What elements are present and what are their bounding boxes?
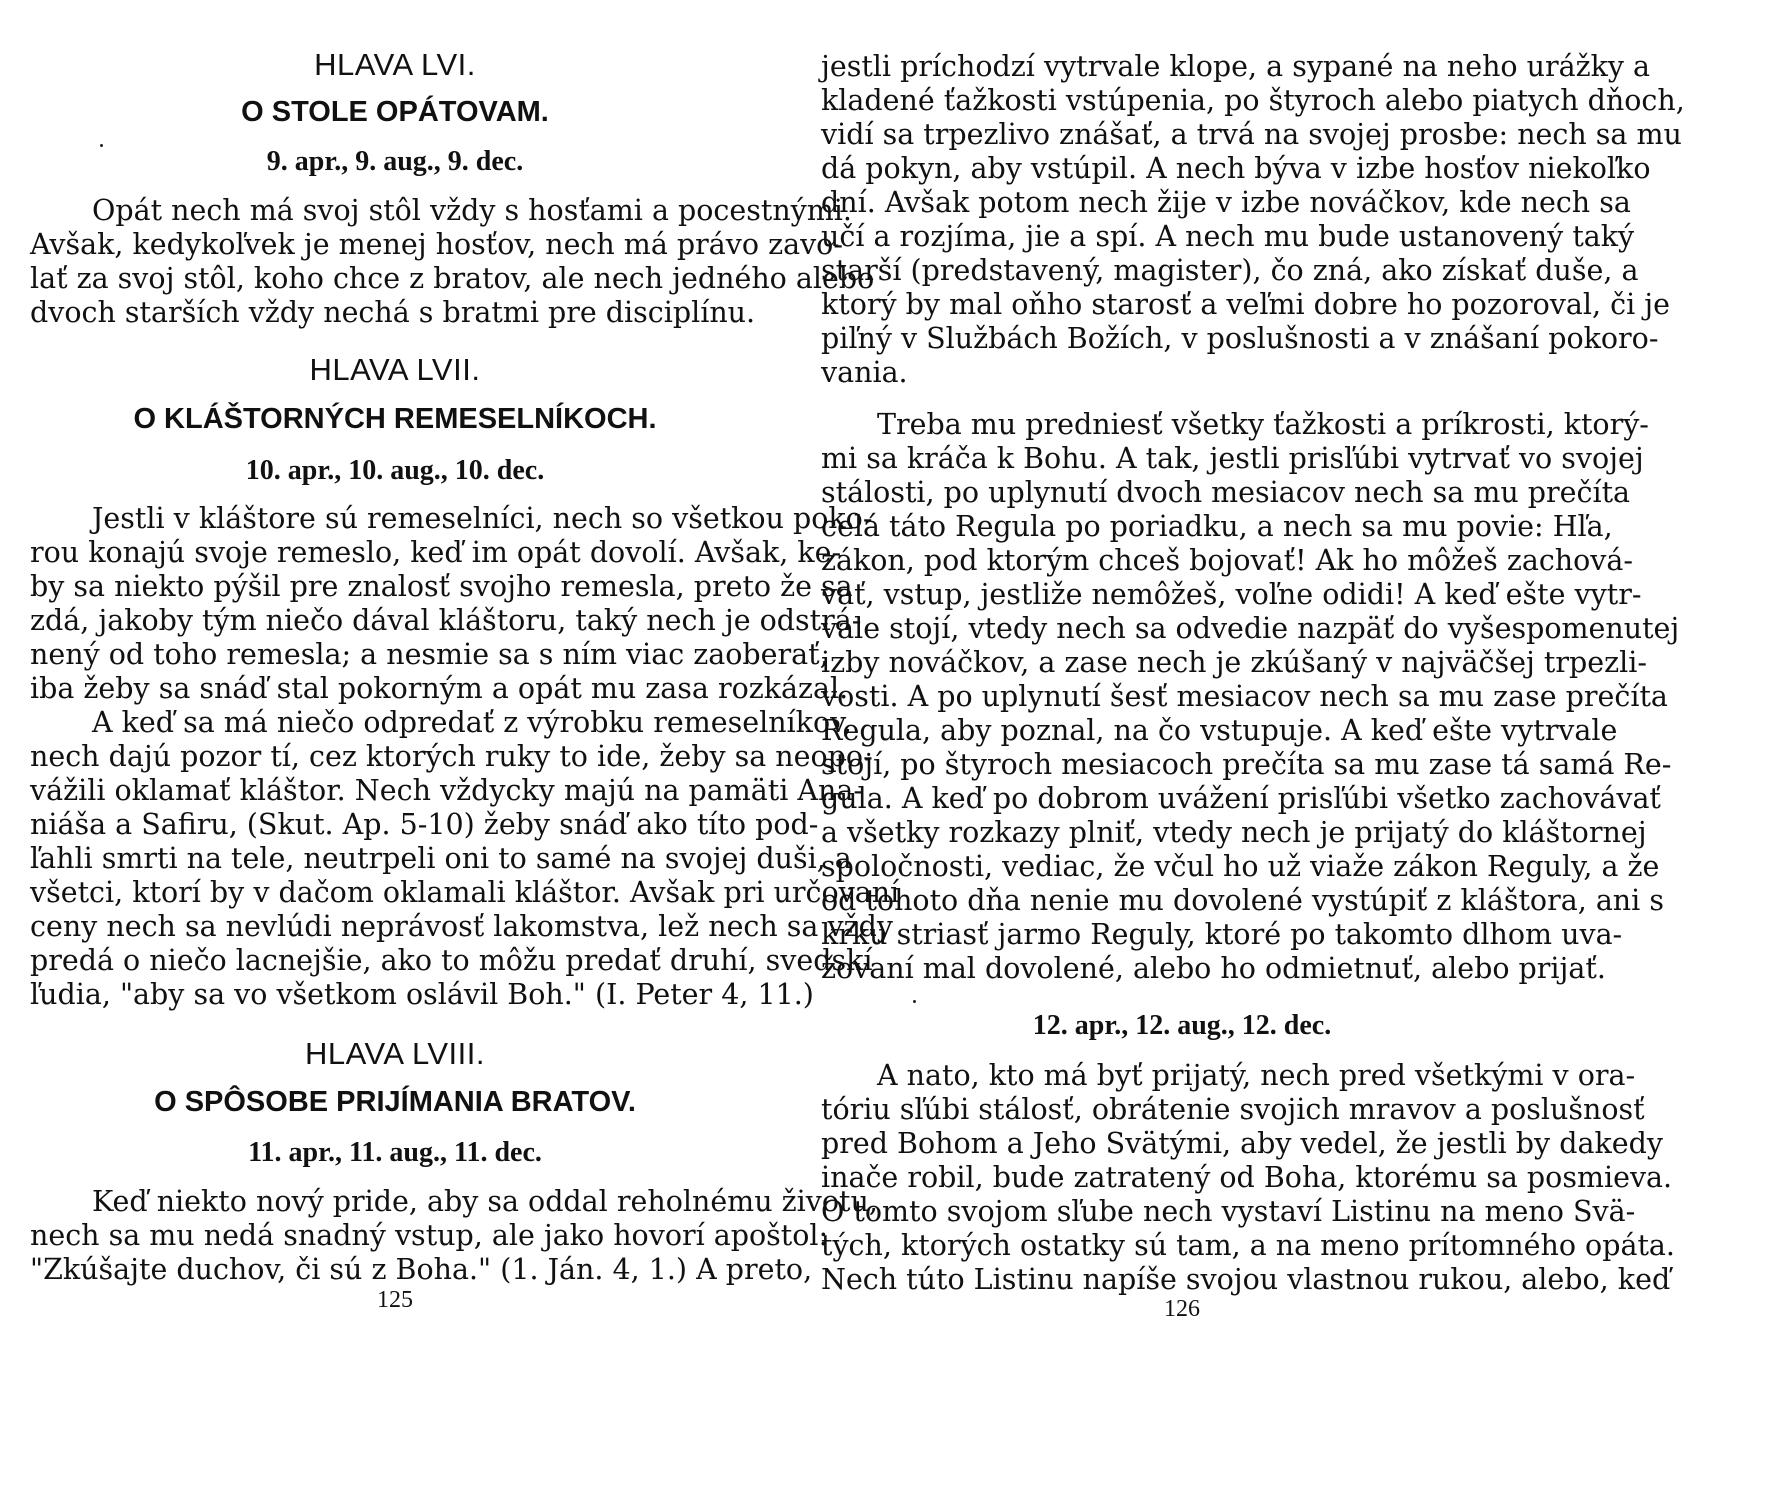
text-line: A nato, kto má byť prijatý, nech pred všetkými v ora- <box>877 1059 1636 1092</box>
text-line: stálosti, po uplynutí dvoch mesiacov nech sa mu prečíta <box>821 476 1631 509</box>
text-line: učí a rozjíma, jie a spí. A nech mu bude ustanovený taký <box>821 220 1635 253</box>
text-line: zákon, pod ktorým chceš bojovať! Ak ho môžeš zachová- <box>821 544 1634 577</box>
text-line: vania. <box>821 356 908 389</box>
text-line: dní. Avšak potom nech žije v izbe nováčkov, kde nech sa <box>821 186 1631 219</box>
text-line: pred Bohom a Jeho Svätými, aby vedel, že jestli by dakedy <box>821 1127 1663 1160</box>
text-line: predá o niečo lacnejšie, ako to môžu predať druhí, svedskí <box>30 944 873 977</box>
text-line: ľudia, "aby sa vo všetkom oslávil Boh." (I. Peter 4, 11.) <box>30 978 814 1011</box>
text-line: a všetky rozkazy plniť, vtedy nech je prijatý do kláštornej <box>821 816 1647 849</box>
ink-speck <box>913 1000 916 1003</box>
text-line: vážili oklamať kláštor. Nech vždycky majú na pamäti Ana- <box>30 774 863 807</box>
text-line: starší (predstavený, magister), čo zná, ako získať duše, a <box>821 254 1639 287</box>
text-line: stojí, po štyroch mesiacoch prečíta sa mu zase tá samá Re- <box>821 748 1672 781</box>
chapter-heading-58: HLAVA LVIII. <box>304 1036 486 1071</box>
text-line: dvoch starších vždy nechá s bratmi pre disciplínu. <box>30 296 756 329</box>
text-line: krku striasť jarmo Reguly, ktoré po takomto dlhom uva- <box>821 918 1623 951</box>
reading-dates-right: 12. apr., 12. aug., 12. dec. <box>1032 1010 1332 1041</box>
text-line: mi sa kráča k Bohu. A tak, jestli prisľúbi vytrvať vo svojej <box>821 442 1644 475</box>
text-line: vať, vstup, jestliže nemôžeš, voľne odidi! A keď ešte vytr- <box>821 578 1642 611</box>
text-line: od tohoto dňa nenie mu dovolené vystúpiť z kláštora, ani s <box>821 884 1664 917</box>
text-line: tých, ktorých ostatky sú tam, a na meno prítomného opáta. <box>821 1229 1675 1262</box>
chapter-title-56: O STOLE OPÁTOVAM. <box>241 96 549 128</box>
text-line: lať za svoj stôl, koho chce z bratov, ale nech jedného alebo <box>30 262 875 295</box>
text-line: ľahli smrti na tele, neutrpeli oni to samé na svojej duši, a <box>30 842 852 875</box>
reading-dates-58: 11. apr., 11. aug., 11. dec. <box>248 1137 542 1168</box>
text-line: zdá, jakoby tým niečo dával kláštoru, taký nech je odstrá- <box>30 604 862 637</box>
text-line: žovaní mal dovolené, alebo ho odmietnuť, alebo prijať. <box>821 952 1606 985</box>
text-line: gula. A keď po dobrom uvážení prisľúbi všetko zachovávať <box>821 782 1661 815</box>
text-line: Regula, aby poznal, na čo vstupuje. A keď ešte vytrvale <box>821 714 1618 747</box>
chapter-title-58: O SPÔSOBE PRIJÍMANIA BRATOV. <box>154 1086 636 1118</box>
text-line: vale stojí, vtedy nech sa odvedie nazpäť do vyšespomenutej <box>821 612 1680 645</box>
text-line: Jestli v kláštore sú remeselníci, nech so všetkou poko- <box>92 502 873 535</box>
text-line: nech sa mu nedá snadný vstup, ale jako hovorí apoštol: <box>30 1219 829 1252</box>
text-line: nech dajú pozor tí, cez ktorých ruky to ide, žeby sa neopo- <box>30 740 873 773</box>
text-line: izby nováčkov, a zase nech je zkúšaný v najväčšej trpezli- <box>821 646 1647 679</box>
page-number: 125 <box>377 1287 413 1313</box>
reading-dates-56: 9. apr., 9. aug., 9. dec. <box>266 146 524 177</box>
chapter-title-57: O KLÁŠTORNÝCH REMESELNÍKOCH. <box>133 403 657 435</box>
text-line: A keď sa má niečo odpredať z výrobku remeselníkov, <box>92 706 852 739</box>
text-line: by sa niekto pýšil pre znalosť svojho remesla, preto že sa <box>30 570 853 603</box>
text-line: rou konajú svoje remeslo, keď im opát dovolí. Avšak, ke- <box>30 536 842 569</box>
text-line: "Zkúšajte duchov, či sú z Boha." (1. Ján. 4, 1.) A preto, <box>30 1253 813 1286</box>
text-line: Keď niekto nový pride, aby sa oddal reholnému životu, <box>92 1185 878 1218</box>
text-line: niáša a Safiru, (Skut. Ap. 5-10) žeby snáď ako títo pod- <box>30 808 819 841</box>
text-line: tóriu sľúbi stálosť, obrátenie svojich mravov a poslušnosť <box>821 1093 1645 1126</box>
text-line: Avšak, kedykoľvek je menej hosťov, nech má právo zavo- <box>30 228 843 261</box>
text-line: Opát nech má svoj stôl vždy s hosťami a pocestnými. <box>92 194 852 227</box>
text-line: Treba mu predniesť všetky ťažkosti a príkrosti, ktorý- <box>877 408 1649 441</box>
text-line: dá pokyn, aby vstúpil. A nech býva v izbe hosťov niekoľko <box>821 152 1651 185</box>
chapter-heading-57: HLAVA LVII. <box>309 352 481 387</box>
text-line: O tomto svojom sľube nech vystaví Listinu na meno Svä- <box>821 1195 1636 1228</box>
text-line: iba žeby sa snáď stal pokorným a opát mu zasa rozkázal. <box>30 672 849 705</box>
text-line: inače robil, bude zatratený od Boha, ktorému sa posmieva. <box>821 1161 1673 1194</box>
chapter-heading-56: HLAVA LVI. <box>314 47 476 82</box>
text-line: všetci, ktorí by v dačom oklamali kláštor. Avšak pri určovaní <box>30 876 900 909</box>
text-line: piľný v Službách Božích, v poslušnosti a v znášaní pokoro- <box>821 322 1659 355</box>
right-page <box>821 0 1774 1500</box>
text-line: ceny nech sa nevlúdi neprávosť lakomstva, lež nech sa vždy <box>30 910 893 943</box>
text-line: Nech túto Listinu napíše svojou vlastnou rukou, alebo, keď <box>821 1263 1671 1296</box>
text-line: kladené ťažkosti vstúpenia, po štyroch alebo piatych dňoch, <box>821 84 1685 117</box>
text-line: nený od toho remesla; a nesmie sa s ním viac zaoberať, <box>30 638 829 671</box>
text-line: celá táto Regula po poriadku, a nech sa mu povie: Hľa, <box>821 510 1613 543</box>
text-line: vidí sa trpezlivo znášať, a trvá na svojej prosbe: nech sa mu <box>821 118 1682 151</box>
reading-dates-57: 10. apr., 10. aug., 10. dec. <box>245 455 545 486</box>
page-number: 126 <box>1164 1296 1200 1322</box>
text-line: jestli príchodzí vytrvale klope, a sypané na neho urážky a <box>821 50 1651 83</box>
text-line: ktorý by mal oňho starosť a veľmi dobre ho pozoroval, či je <box>821 288 1670 321</box>
text-line: spoločnosti, vediac, že včul ho už viaže zákon Reguly, a že <box>821 850 1660 883</box>
text-line: vosti. A po uplynutí šesť mesiacov nech sa mu zase prečíta <box>821 680 1668 713</box>
